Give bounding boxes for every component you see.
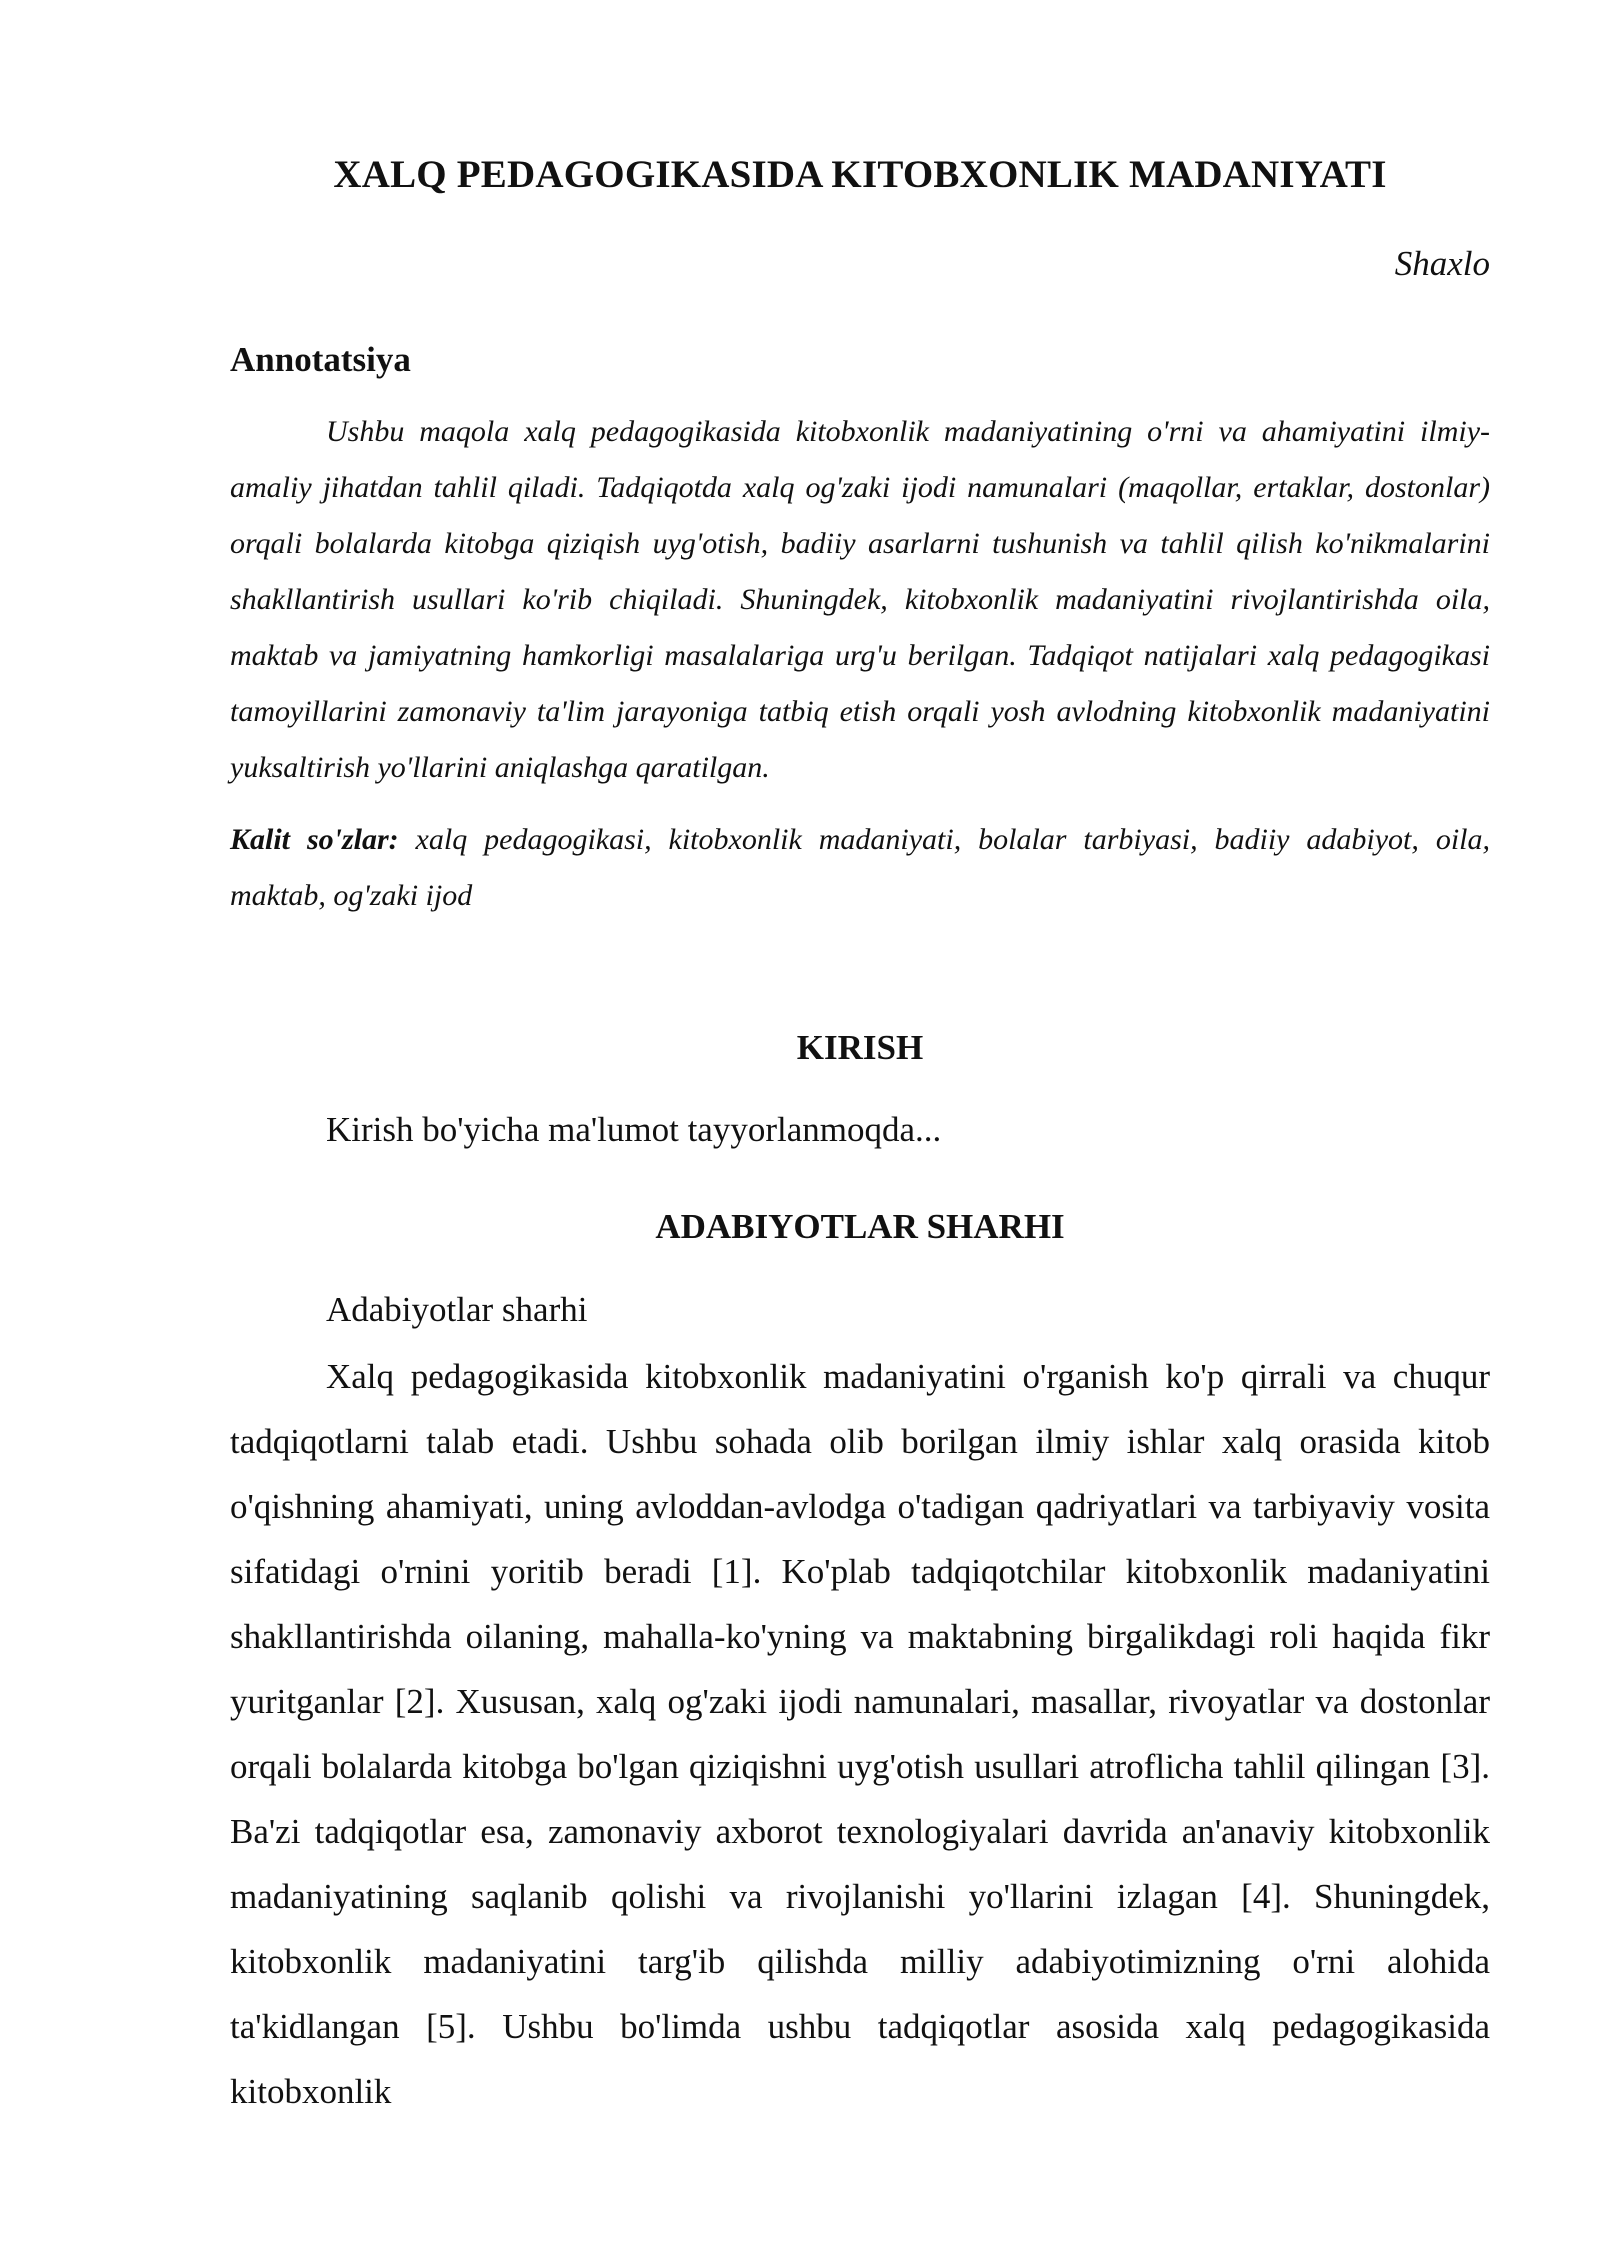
introduction-heading: KIRISH [796,1028,924,1067]
introduction-text: Kirish bo'yicha ma'lumot tayyorlanmoqda... [326,1110,942,1149]
article-title: XALQ PEDAGOGIKASIDA KITOBXONLIK MADANIYATI [333,153,1387,196]
literature-review-subheading: Adabiyotlar sharhi [326,1290,588,1329]
author-name: Shaxlo [1394,244,1490,283]
keywords [230,812,1490,924]
abstract-heading: Annotatsiya [230,340,411,379]
abstract-text: Ushbu maqola xalq pedagogikasida kitobxonlik madaniyatining o'rni va ahamiyatini ilmiy-amaliy jihatdan tahlil qiladi. Tadqiqotda xalq og'zaki ijodi namunalari (maqollar, ertaklar, dostonlar) orqali bolalarda kitobga qiziqish uyg'otish, badiiy asarlarni tushunish va tahlil qilish ko'nikmalarini shakllantirish usullari ko'rib chiqiladi. Shuningdek, kitobxonlik madaniyatini rivojlantirishda oila, maktab va jamiyatning hamkorligi masalalariga urg'u berilgan. Tadqiqot natijalari xalq pedagogikasi tamoyillarini zamonaviy ta'lim jarayoniga tatbiq etish orqali yosh avlodning kitobxonlik madaniyatini yuksaltirish yo'llarini aniqlashga qaratilgan. [230,415,1490,784]
keywords-label: Kalit so'zlar: [230,823,399,856]
literature-review-heading: ADABIYOTLAR SHARHI [655,1207,1065,1246]
keywords-text: xalq pedagogikasi, kitobxonlik madaniyati, bolalar tarbiyasi, badiiy adabiyot, oila, maktab, og'zaki ijod [230,823,1490,912]
literature-review-paragraph: Xalq pedagogikasida kitobxonlik madaniyatini o'rganish ko'p qirrali va chuqur tadqiqotlarni talab etadi. Ushbu sohada olib borilgan ilmiy ishlar xalq orasida kitob o'qishning ahamiyati, uning avloddan-avlodga o'tadigan qadriyatlari va tarbiyaviy vosita sifatidagi o'rnini yoritib beradi [1]. Ko'plab tadqiqotchilar kitobxonlik madaniyatini shakllantirishda oilaning, mahalla-ko'yning va maktabning birgalikdagi roli haqida fikr yuritganlar [2]. Xususan, xalq og'zaki ijodi namunalari, masallar, rivoyatlar va dostonlar orqali bolalarda kitobga bo'lgan qiziqishni uyg'otish usullari atroflicha tahlil qilingan [3]. Ba'zi tadqiqotlar esa, zamonaviy axborot texnologiyalari davrida an'anaviy kitobxonlik madaniyatining saqlanib qolishi va rivojlanishi yo'llarini izlagan [4]. Shuningdek, kitobxonlik madaniyatini targ'ib qilishda milliy adabiyotimizning o'rni alohida ta'kidlangan [5]. Ushbu bo'limda ushbu tadqiqotlar asosida xalq pedagogikasida kitobxonlik [230,1357,1490,2111]
